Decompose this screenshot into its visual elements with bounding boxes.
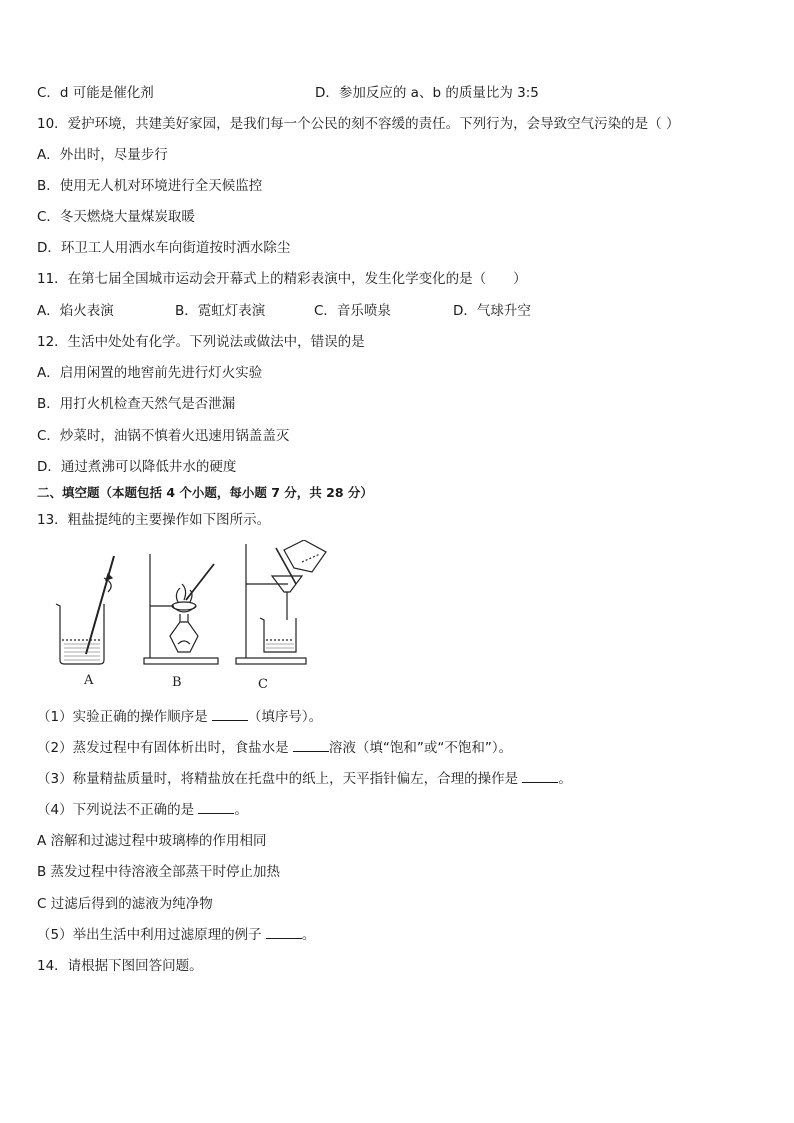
section-heading: 二、填空题（本题包括 4 个小题，每小题 7 分，共 28 分） — [37, 485, 373, 500]
q9-option-c: C．d 可能是催化剂 — [37, 85, 154, 101]
q11-option-c: C．音乐喷泉 — [314, 303, 391, 319]
answer-blank-4[interactable] — [198, 801, 234, 814]
answer-blank-3[interactable] — [522, 770, 558, 783]
q13-option-c: C 过滤后得到的滤液为纯净物 — [37, 896, 213, 912]
figure-label-c: C — [258, 677, 268, 690]
beaker-c-liquid — [266, 644, 294, 648]
beaker-a-liquid — [64, 644, 100, 660]
q12-stem: 12．生活中处处有化学。下列说法或做法中，错误的是 — [37, 334, 365, 350]
q11-stem: 11．在第七届全国城市运动会开幕式上的精彩表演中，发生化学变化的是（ ） — [37, 271, 527, 287]
filtration-setup-c — [236, 540, 326, 664]
q13-stem: 13．粗盐提纯的主要操作如下图所示。 — [37, 512, 271, 528]
q12-option-d: D．通过煮沸可以降低井水的硬度 — [37, 459, 237, 475]
q11-option-d: D．气球升空 — [453, 303, 531, 319]
q10-stem: 10．爱护环境，共建美好家园，是我们每一个公民的刻不容缓的责任。下列行为，会导致空气污染的是（ ） — [37, 116, 680, 132]
q14-stem: 14．请根据下图回答问题。 — [37, 958, 203, 974]
q13-option-b: B 蒸发过程中待溶液全部蒸干时停止加热 — [37, 864, 281, 880]
q13-part-3-text: （3）称量精盐质量时，将精盐放在托盘中的纸上，天平指针偏左，合理的操作是 — [37, 771, 523, 787]
q13-part-1 — [37, 708, 322, 726]
q13-part-1-tail: （填序号）。 — [247, 709, 323, 725]
q11-option-a: A．焰火表演 — [37, 303, 114, 319]
q12-option-c: C．炒菜时，油锅不慎着火迅速用锅盖盖灭 — [37, 428, 290, 444]
q13-part-5-tail: 。 — [301, 927, 316, 943]
apparatus-illustration — [50, 540, 340, 690]
q13-option-a: A 溶解和过滤过程中玻璃棒的作用相同 — [37, 833, 267, 849]
q13-part-2-tail: 溶液（填“饱和”或“不饱和”）。 — [328, 740, 513, 756]
q13-part-5 — [37, 926, 315, 944]
q10-option-c: C．冬天燃烧大量煤炭取暖 — [37, 209, 195, 225]
q11-option-b: B．霓虹灯表演 — [175, 303, 266, 319]
answer-blank-5[interactable] — [266, 926, 302, 939]
q13-part-2-text: （2）蒸发过程中有固体析出时，食盐水是 — [37, 740, 293, 756]
figure-label-b: B — [172, 675, 182, 690]
q13-part-3 — [37, 770, 572, 788]
answer-blank-1[interactable] — [212, 708, 248, 721]
q13-part-1-text: （1）实验正确的操作顺序是 — [37, 709, 212, 725]
evaporation-setup-b — [144, 554, 218, 664]
q10-option-b: B．使用无人机对环境进行全天候监控 — [37, 178, 263, 194]
q13-part-4 — [37, 801, 248, 819]
figure-label-a: A — [84, 673, 94, 688]
q13-part-3-tail: 。 — [558, 771, 572, 787]
q13-part-2 — [37, 739, 512, 757]
answer-blank-2[interactable] — [293, 739, 329, 752]
q10-option-d: D．环卫工人用洒水车向街道按时洒水除尘 — [37, 240, 291, 256]
q13-part-5-text: （5）举出生活中利用过滤原理的例子 — [37, 927, 266, 943]
salt-purification-figure — [50, 540, 340, 690]
q13-part-4-text: （4）下列说法不正确的是 — [37, 802, 199, 818]
q12-option-b: B．用打火机检查天然气是否泄漏 — [37, 396, 236, 412]
q10-option-a: A．外出时，尽量步行 — [37, 147, 168, 163]
q13-part-4-tail: 。 — [234, 802, 248, 818]
q12-option-a: A．启用闲置的地窖前先进行灯火实验 — [37, 365, 263, 381]
q9-option-d: D．参加反应的 a、b 的质量比为 3:5 — [315, 85, 539, 101]
